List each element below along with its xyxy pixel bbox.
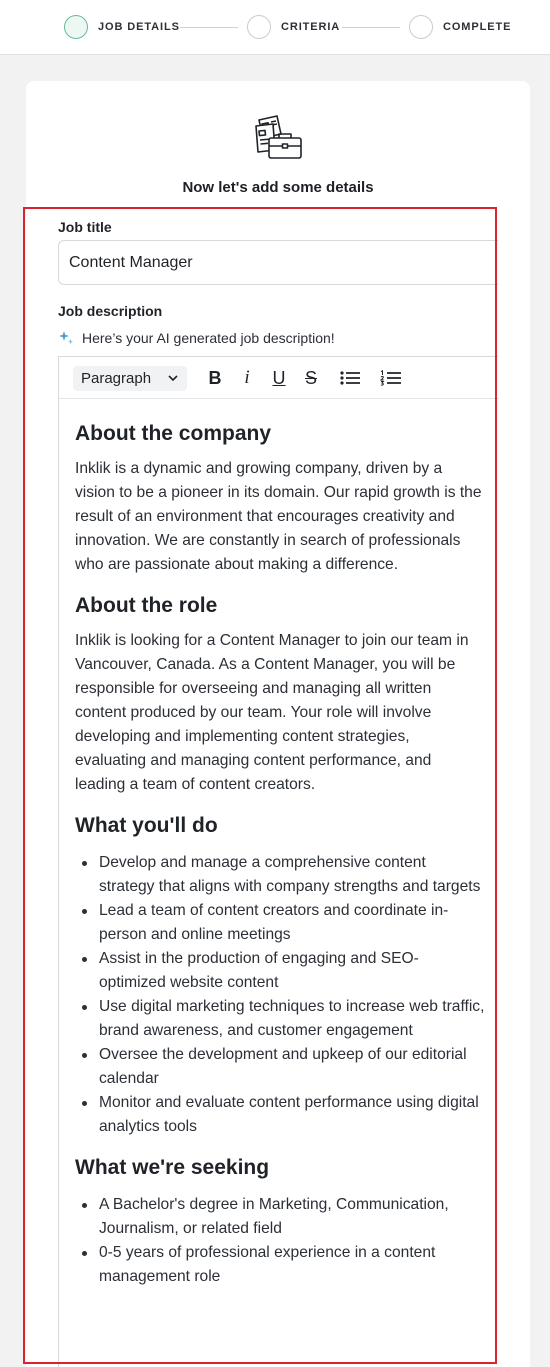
job-description-label: Job description (58, 303, 163, 319)
section-heading: What you'll do (75, 814, 218, 837)
block-format-value: Paragraph (81, 370, 152, 387)
section-paragraph: Inklik is looking for a Content Manager to join our team in Vancouver, Canada. As a Content Manager, you will be responsible for overseeing and managing all written content produced by our team. Your role will involve developing and implementing content strategies, evaluating and managing content performance, and leading a team of content creators. (75, 632, 469, 793)
bullet-list-icon (340, 370, 362, 386)
step-connector (342, 27, 400, 28)
step-job-details[interactable] (64, 15, 180, 39)
section-what-were-seeking (75, 1153, 485, 1289)
list-item: Monitor and evaluate content performance using digital analytics tools (99, 1091, 485, 1139)
step-criteria[interactable] (247, 15, 340, 39)
list-item: Oversee the development and upkeep of our editorial calendar (99, 1043, 485, 1091)
step-indicator-icon (64, 15, 88, 39)
section-paragraph: Inklik is a dynamic and growing company, driven by a vision to be a pioneer in its domain. Our rapid growth is the result of an environment that encourages creativity and innovation. We are constantly in search of professionals who are passionate about making a difference. (75, 460, 482, 573)
bullet-list (75, 851, 485, 1139)
list-item: Develop and manage a comprehensive content strategy that aligns with company strengths and targets (99, 851, 485, 899)
bullet-list (75, 1193, 485, 1289)
bullet-list-button[interactable] (339, 367, 363, 389)
editor-toolbar (59, 357, 499, 399)
underline-button[interactable]: U (272, 367, 286, 388)
section-heading: About the role (75, 594, 218, 617)
italic-button[interactable]: i (244, 367, 250, 388)
rich-text-editor (58, 356, 498, 1367)
list-item: Assist in the production of engaging and SEO-optimized website content (99, 947, 485, 995)
step-indicator-icon (247, 15, 271, 39)
briefcase-documents-icon (253, 112, 303, 162)
step-label: CRITERIA (281, 21, 341, 33)
bold-button[interactable]: B (208, 367, 222, 388)
step-label: JOB DETAILS (98, 21, 180, 33)
section-about-role (75, 591, 485, 797)
chevron-down-icon (167, 372, 179, 384)
step-connector (180, 27, 238, 28)
section-heading: About the company (75, 422, 272, 445)
list-item: Use digital marketing techniques to increase web traffic, brand awareness, and customer engagement (99, 995, 485, 1043)
card-title: Now let's add some details (182, 179, 374, 196)
list-item: Lead a team of content creators and coordinate in-person and online meetings (99, 899, 485, 947)
step-complete[interactable] (409, 15, 511, 39)
numbered-list-icon (380, 370, 402, 386)
section-about-company (75, 419, 485, 577)
editor-content[interactable] (75, 419, 485, 1289)
block-format-dropdown[interactable] (73, 366, 187, 391)
sparkle-icon (58, 330, 74, 346)
job-title-label: Job title (58, 219, 112, 235)
job-title-input[interactable] (58, 240, 498, 285)
section-heading: What we're seeking (75, 1156, 270, 1179)
ai-note (58, 328, 335, 348)
numbered-list-button[interactable] (379, 367, 403, 389)
progress-stepper (0, 0, 550, 55)
list-item: 0-5 years of professional experience in a content management role (99, 1241, 485, 1289)
section-what-youll-do (75, 811, 485, 1139)
step-label: COMPLETE (443, 21, 512, 33)
step-indicator-icon (409, 15, 433, 39)
list-item: A Bachelor's degree in Marketing, Communication, Journalism, or related field (99, 1193, 485, 1241)
ai-note-text: Here’s your AI generated job description! (82, 330, 335, 346)
strikethrough-button[interactable]: S (304, 367, 317, 388)
